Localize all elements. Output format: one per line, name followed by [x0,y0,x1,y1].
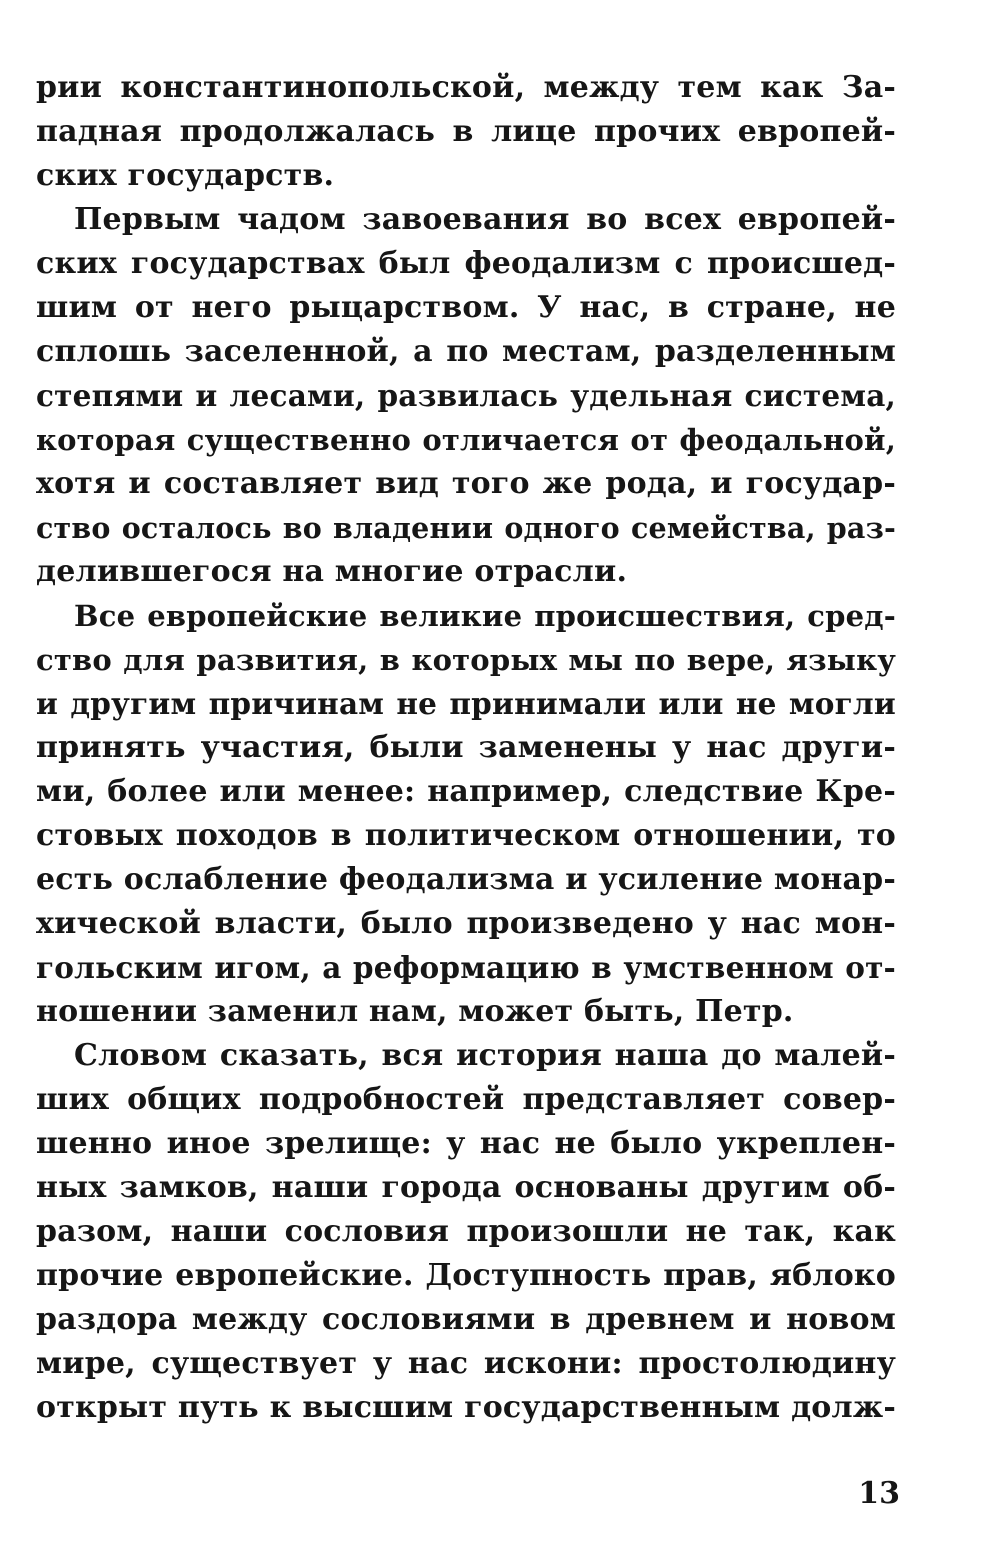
text-line: открыт путь к высшим государственным долж- [36,1390,896,1425]
text-line: Первым чадом завоевания во всех европей- [74,202,896,237]
text-line: принять участия, были заменены у нас други- [36,730,896,765]
paragraph-4 [36,1034,896,1430]
text-line: Все европейские великие происшествия, сред- [74,599,896,633]
text-line: есть ослабление феодализма и усиление монар- [36,862,896,897]
text-line: и другим причинам не принимали или не могли [36,686,896,721]
paragraph-1 [36,66,896,198]
text-line: ство осталось во владении одного семейства, раз- [36,511,896,545]
text-line: шим от него рыцарством. У нас, в стране, не [36,290,896,325]
text-line: мире, существует у нас искони: простолюдину [36,1346,896,1381]
text-line: хотя и составляет вид того же рода, и государ- [36,466,896,501]
text-line: шенно иное зрелище: у нас не было укреплен- [36,1126,896,1161]
text-line: делившегося на многие отрасли. [36,554,628,589]
text-line: сплошь заселенной, а по местам, разделенным [36,334,896,369]
text-line: ми, более или менее: например, следствие Кре- [36,774,896,809]
text-line: падная продолжалась в лице прочих европей- [36,114,896,149]
text-line: степями и лесами, развилась удельная система, [36,378,896,413]
text-line: рии константинопольской, между тем как За- [36,70,896,105]
text-line: ших общих подробностей представляет совер- [36,1082,896,1117]
text-line: хической власти, было произведено у нас мон- [36,906,896,941]
text-line: разом, наши сословия произошли не так, как [36,1214,896,1249]
text-line: раздора между сословиями в древнем и новом [36,1302,896,1337]
text-line: ных замков, наши города основаны другим об- [36,1170,896,1205]
paragraph-2 [36,198,896,594]
text-line: ношении заменил нам, может быть, Петр. [36,994,794,1029]
paragraph-3 [36,594,896,1034]
text-line: которая существенно отличается от феодальной, [36,423,896,457]
text-line: ство для развития, в которых мы по вере, языку [36,643,896,677]
text-line: гольским игом, а реформацию в умственном от- [36,950,896,985]
text-line: стовых походов в политическом отношении, то [36,818,896,853]
text-line: ских государствах был феодализм с происшед- [36,246,896,281]
text-line: ских государств. [36,158,335,193]
page-number: 13 [858,1476,900,1511]
text-line: прочие европейские. Доступность прав, яблоко [36,1258,896,1293]
text-line: Словом сказать, вся история наша до малей- [74,1038,896,1073]
